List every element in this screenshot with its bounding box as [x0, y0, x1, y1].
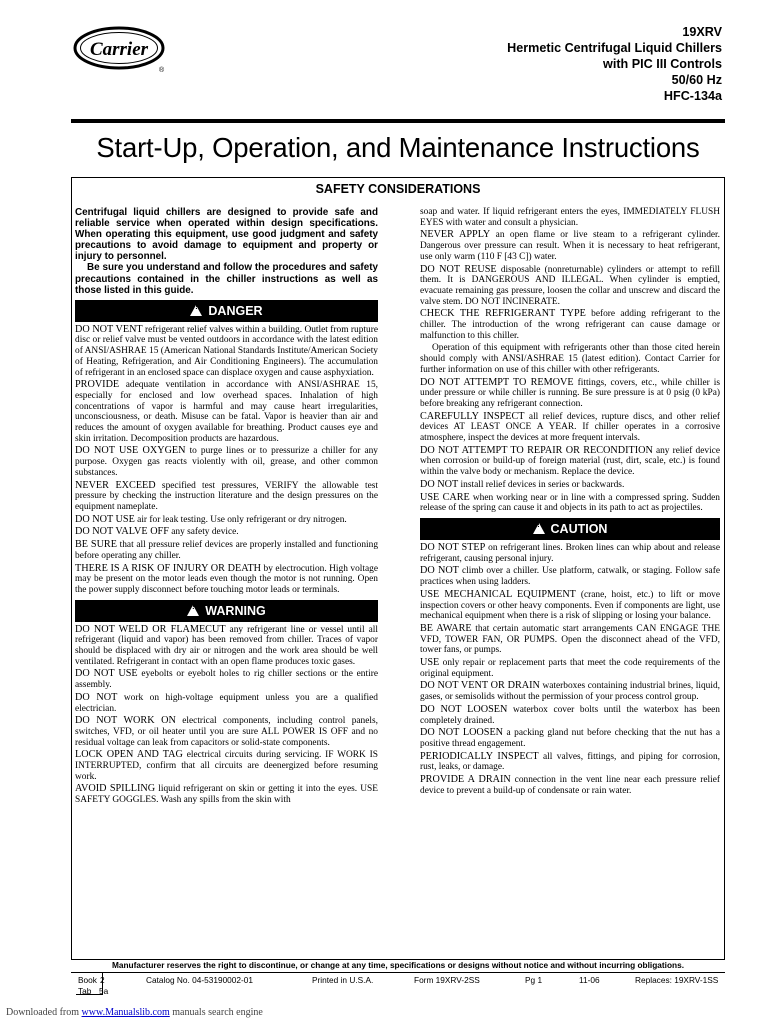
- svg-text:®: ®: [159, 67, 165, 73]
- product-header: [507, 24, 722, 104]
- page-title: Start-Up, Operation, and Maintenance Instructions: [96, 132, 700, 163]
- caution-item: PROVIDE A DRAIN connection in the vent line near each pressure relief device to prevent a build-up of condensate or rain water.: [420, 774, 721, 796]
- svg-text:Carrier: Carrier: [89, 39, 149, 60]
- warning-item: DO NOT USE eyebolts or eyebolt holes to rig chiller sections or the entire assembly.: [75, 668, 378, 691]
- carrier-logo: [73, 25, 167, 73]
- caution-item: BE AWARE that certain automatic start arrangements CAN ENGAGE THE VFD, TOWER FAN, OR PUMPS. Open the disconnect ahead of the VFD, tower fans, or pumps.: [420, 622, 721, 656]
- danger-item: DO NOT VALVE OFF any safety device.: [75, 526, 239, 538]
- header-line-controls: with PIC III Controls: [603, 57, 722, 71]
- danger-banner: [75, 300, 378, 322]
- warning-item: LOCK OPEN AND TAG electrical circuits during servicing. IF WORK IS INTERRUPTED, confirm that all circuits are deenergized before resuming work.: [75, 749, 378, 782]
- right-column: [420, 207, 720, 798]
- caution-item: PERIODICALLY INSPECT all valves, fittings, and piping for corrosion, rust, leaks, or damage.: [420, 750, 720, 773]
- safety-item: CHECK THE REFRIGERANT TYPE before adding refrigerant to the chiller. The introduction of the wrong refrigerant can cause damage or malfunction to this chiller.: [420, 308, 720, 341]
- header-line-refrigerant: HFC-134a: [663, 89, 722, 103]
- safety-item: USE CARE when working near or in line with a compressed spring. Sudden release of the spring can cause it and objects in its path to act as projectiles.: [420, 491, 720, 514]
- caution-item: DO NOT LOOSEN waterbox cover bolts until the waterbox has been completely drained.: [420, 703, 720, 726]
- warning-banner: [75, 600, 378, 622]
- danger-item: DO NOT VENT refrigerant relief valves within a building. Outlet from rupture disc or relief valve must be vented outdoors in accordance with the latest edition of ANSI/ASHRAE 15 (American National Standards Institute/American Society of Heating, Refrigeration, and Air Conditioning Engineers). The accumulation of refrigerant in an enclosed space can displace oxygen and cause asphyxiation.: [75, 323, 378, 378]
- safety-item: Operation of this equipment with refrigerants other than those cited herein should comply with ANSI/ASHRAE 15 (latest edition). Contact Carrier for further information on use of this chiller with other refrigerants.: [420, 343, 720, 375]
- footer-notice: Manufacturer reserves the right to discontinue, or change at any time, specifications or designs without notice and without incurring obligations.: [111, 960, 685, 970]
- left-column: [75, 207, 378, 808]
- tab-label: Tab: [78, 986, 92, 996]
- caution-item: DO NOT VENT OR DRAIN waterboxes containing industrial brines, liquid, gases, or semisolids without the permission of your process control group.: [420, 680, 721, 703]
- intro: [75, 207, 378, 296]
- danger-item: PROVIDE adequate ventilation in accordance with ANSI/ASHRAE 15, especially for enclosed and low overhead spaces. Inhalation of high concentrations of vapor is harmful and may cause heart irregularities, unconsciousness, or death. Misuse can be fatal. Vapor is heavier than air and reduces the amount of oxygen available for breathing. Product causes eye and skin irritation. Decomposition products are hazardous.: [75, 379, 378, 444]
- replaces: Replaces: 19XRV-1SS: [635, 975, 719, 985]
- safety-item: DO NOT install relief devices in series or backwards.: [420, 478, 625, 490]
- form-number: Form 19XRV-2SS: [414, 975, 480, 985]
- danger-item: DO NOT USE air for leak testing. Use only refrigerant or dry nitrogen.: [75, 513, 347, 525]
- section-title: SAFETY CONSIDERATIONS: [315, 182, 481, 196]
- warning-item: DO NOT WELD OR FLAMECUT any refrigerant line or vessel until all refrigerant (liquid and vapor) has been removed from chiller. Traces of vapor should be displaced with dry air or nitrogen and the work area should be well ventilated. Refrigerant in contact with an open flame produces toxic gases.: [75, 623, 378, 667]
- warning-label: WARNING: [205, 603, 266, 618]
- caution-item: DO NOT LOOSEN a packing gland nut before checking that the nut has a positive thread engagement.: [420, 727, 721, 749]
- danger-item: NEVER EXCEED specified test pressures, VERIFY the allowable test pressure by checking the instruction literature and the design pressures on the equipment nameplate.: [75, 479, 379, 512]
- safety-item: CAREFULLY INSPECT all relief devices, rupture discs, and other relief devices AT LEAST ONCE A YEAR. If chiller operates in a corrosive atmosphere, inspect the devices at more frequent intervals.: [420, 410, 720, 444]
- book-label: Book: [78, 975, 97, 985]
- warning-item: DO NOT work on high-voltage equipment unless you are a qualified electrician.: [75, 691, 378, 714]
- caution-banner: [420, 518, 720, 540]
- safety-item: DO NOT ATTEMPT TO REMOVE fittings, covers, etc., while chiller is under pressure or while chiller is running. Be sure pressure is at 0 psig (0 kPa) before breaking any refrigerant connection.: [420, 376, 720, 409]
- safety-item: NEVER APPLY an open flame or live steam to a refrigerant cylinder. Dangerous over pressure can result. When it is necessary to heat refrigerant, use only warm (110 F [43 C]) water.: [420, 229, 720, 262]
- intro-paragraph: Centrifugal liquid chillers are designed to provide safe and reliable service when operated within design specifications. When operating this equipment, use good judgment and safety precautions to avoid damage to equipment and property or injury to personnel.: [75, 207, 378, 263]
- catalog-number: Catalog No. 04-53190002-01: [146, 975, 254, 985]
- intro-paragraph: Be sure you understand and follow the procedures and safety precautions contained in the chiller instructions as well as those listed in this guide.: [75, 262, 378, 296]
- warning-item: DO NOT WORK ON electrical components, including control panels, switches, VFD, or oil heater until you are sure ALL POWER IS OFF and no residual voltage can leak from capacitors or solid-state components.: [75, 715, 378, 748]
- caution-item: DO NOT STEP on refrigerant lines. Broken lines can whip about and release refrigerant, causing personal injury.: [420, 541, 720, 564]
- print-date: 11-06: [579, 975, 600, 985]
- safety-item: soap and water. If liquid refrigerant enters the eyes, IMMEDIATELY FLUSH EYES with water and consult a physician.: [420, 207, 720, 228]
- warning-item: AVOID SPILLING liquid refrigerant on skin or getting it into the eyes. USE SAFETY GOGGLES. Wash any spills from the skin with: [75, 783, 378, 806]
- header-line-frequency: 50/60 Hz: [671, 73, 722, 87]
- caution-item: USE MECHANICAL EQUIPMENT (crane, hoist, etc.) to lift or move inspection covers or other heavy components. Even if components are light, use mechanical equipment when there is a risk of slipping or losing your balance.: [420, 588, 721, 622]
- manualslib-link[interactable]: www.Manualslib.com: [81, 1007, 170, 1018]
- header-line-product: Hermetic Centrifugal Liquid Chillers: [507, 41, 722, 55]
- safety-item: DO NOT ATTEMPT TO REPAIR OR RECONDITION any relief device when corrosion or build-up of foreign material (rust, dirt, scale, etc.) is found within the valve body or mechanism. Replace the device.: [420, 444, 720, 478]
- book-number: 2: [100, 975, 105, 985]
- caution-item: DO NOT climb over a chiller. Use platform, catwalk, or staging. Follow safe practices when using ladders.: [420, 565, 720, 588]
- danger-item: DO NOT USE OXYGEN to purge lines or to pressurize a chiller for any purpose. Oxygen gas reacts violently with oil, grease, and other common substances.: [75, 445, 378, 478]
- warning-triangle-icon: !: [533, 518, 551, 540]
- footer-divider: [71, 972, 725, 973]
- caution-item: USE only repair or replacement parts that meet the code requirements of the original equipment.: [420, 657, 720, 679]
- tab-number: 5a: [99, 986, 109, 996]
- warning-triangle-icon: !: [187, 600, 205, 622]
- download-credit: Downloaded from www.Manualslib.com manuals search engine: [6, 1007, 263, 1018]
- warning-triangle-icon: !: [190, 300, 208, 322]
- printed-in: Printed in U.S.A.: [312, 975, 374, 985]
- safety-item: DO NOT REUSE disposable (nonreturnable) cylinders or attempt to refill them. It is DANGEROUS AND ILLEGAL. When cylinder is emptied, evacuate remaining gas pressure, loosen the collar and unscrew and discard the valve stem. DO NOT INCINERATE.: [420, 263, 720, 307]
- header-line-model: 19XRV: [682, 25, 722, 39]
- danger-item: THERE IS A RISK OF INJURY OR DEATH by electrocution. High voltage may be present on the motor leads even though the motor is not running. Open the power supply disconnect before touching motor leads or terminals.: [75, 562, 378, 595]
- page-number: Pg 1: [525, 975, 543, 985]
- danger-item: BE SURE that all pressure relief devices are properly installed and functioning before operating any chiller.: [75, 539, 379, 561]
- header-divider: [71, 119, 725, 123]
- caution-label: CAUTION: [550, 521, 608, 536]
- danger-label: DANGER: [208, 303, 263, 318]
